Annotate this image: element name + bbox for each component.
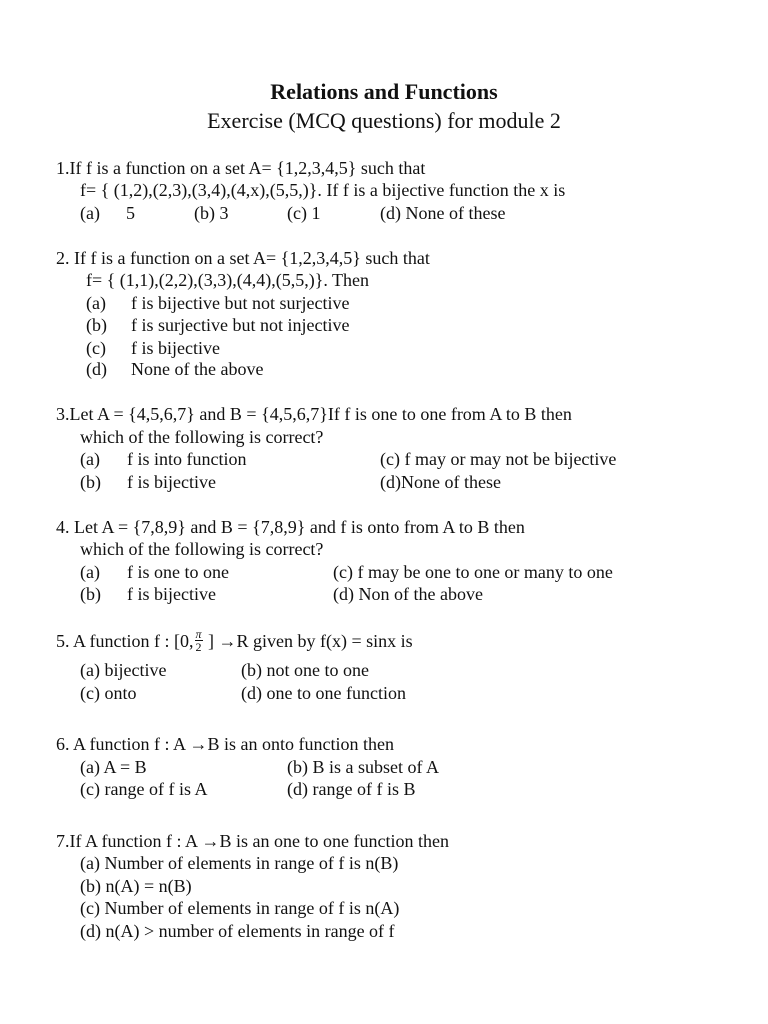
question-5-option-d: (d) one to one function: [241, 683, 406, 703]
question-4-option-a-text: f is one to one: [127, 562, 229, 582]
question-2-option-c-label: (c): [86, 338, 106, 358]
question-5-stem: [56, 627, 413, 655]
question-2-option-b-text: f is surjective but not injective: [131, 315, 350, 335]
question-5-stem-pre: 5. A function f : [0,: [56, 631, 194, 651]
question-6-stem: 6. A function f : A →B is an onto function then: [56, 734, 394, 754]
question-4-option-b-label: (b): [80, 584, 101, 604]
question-2-option-c-text: f is bijective: [131, 338, 220, 358]
question-1-option-d: (d) None of these: [380, 203, 506, 223]
question-1-stem: 1.If f is a function on a set A= {1,2,3,4,5} such that: [56, 158, 426, 178]
question-7-option-d: (d) n(A) > number of elements in range of f: [80, 921, 395, 941]
fraction-denominator: 2: [195, 640, 202, 655]
question-1-stem-line2: f= { (1,2),(2,3),(3,4),(4,x),(5,5,)}. If f is a bijective function the x is: [80, 180, 566, 200]
question-2-option-a-label: (a): [86, 293, 106, 313]
question-3-option-a-label: (a): [80, 449, 100, 469]
question-4-option-a-label: (a): [80, 562, 100, 582]
question-5-option-a: (a) bijective: [80, 660, 167, 680]
question-3-option-b-label: (b): [80, 472, 101, 492]
page-subtitle: Exercise (MCQ questions) for module 2: [207, 108, 561, 133]
question-3-stem-line2: which of the following is correct?: [80, 427, 324, 447]
question-6-option-a: (a) A = B: [80, 757, 147, 777]
question-3-option-a-text: f is into function: [127, 449, 247, 469]
question-1-option-b: (b) 3: [194, 203, 229, 223]
question-2-option-d-text: None of the above: [131, 359, 264, 379]
question-4-option-d: (d) Non of the above: [333, 584, 483, 604]
question-2-stem-line2: f= { (1,1),(2,2),(3,3),(4,4),(5,5,)}. Then: [86, 270, 370, 290]
question-6-option-b: (b) B is a subset of A: [287, 757, 439, 777]
question-1-option-a-text: 5: [126, 203, 135, 223]
question-3-option-d: (d)None of these: [380, 472, 501, 492]
pi-over-two-fraction: [195, 628, 203, 653]
question-2-option-b-label: (b): [86, 315, 107, 335]
question-1-option-a-label: (a): [80, 203, 100, 223]
question-6-option-c: (c) range of f is A: [80, 779, 208, 799]
question-3-stem: 3.Let A = {4,5,6,7} and B = {4,5,6,7}If f is one to one from A to B then: [56, 404, 572, 424]
fraction-numerator: π: [195, 627, 202, 642]
question-2-option-d-label: (d): [86, 359, 107, 379]
question-2-option-a-text: f is bijective but not surjective: [131, 293, 350, 313]
question-2-stem: 2. If f is a function on a set A= {1,2,3,4,5} such that: [56, 248, 430, 268]
page-title: Relations and Functions: [270, 79, 498, 104]
question-3-option-b-text: f is bijective: [127, 472, 216, 492]
question-4-option-c: (c) f may be one to one or many to one: [333, 562, 613, 582]
question-7-option-b: (b) n(A) = n(B): [80, 876, 192, 896]
question-4-stem-line2: which of the following is correct?: [80, 539, 324, 559]
question-7-option-c: (c) Number of elements in range of f is n(A): [80, 898, 400, 918]
question-3-option-c: (c) f may or may not be bijective: [380, 449, 617, 469]
question-1-option-c: (c) 1: [287, 203, 321, 223]
question-4-stem: 4. Let A = {7,8,9} and B = {7,8,9} and f is onto from A to B then: [56, 517, 525, 537]
question-4-option-b-text: f is bijective: [127, 584, 216, 604]
question-7-option-a: (a) Number of elements in range of f is n(B): [80, 853, 399, 873]
question-5-option-c: (c) onto: [80, 683, 137, 703]
question-7-stem: 7.If A function f : A →B is an one to one function then: [56, 831, 449, 851]
question-6-option-d: (d) range of f is B: [287, 779, 416, 799]
question-5-stem-post: ] →R given by f(x) = sinx is: [203, 631, 413, 651]
question-5-option-b: (b) not one to one: [241, 660, 369, 680]
